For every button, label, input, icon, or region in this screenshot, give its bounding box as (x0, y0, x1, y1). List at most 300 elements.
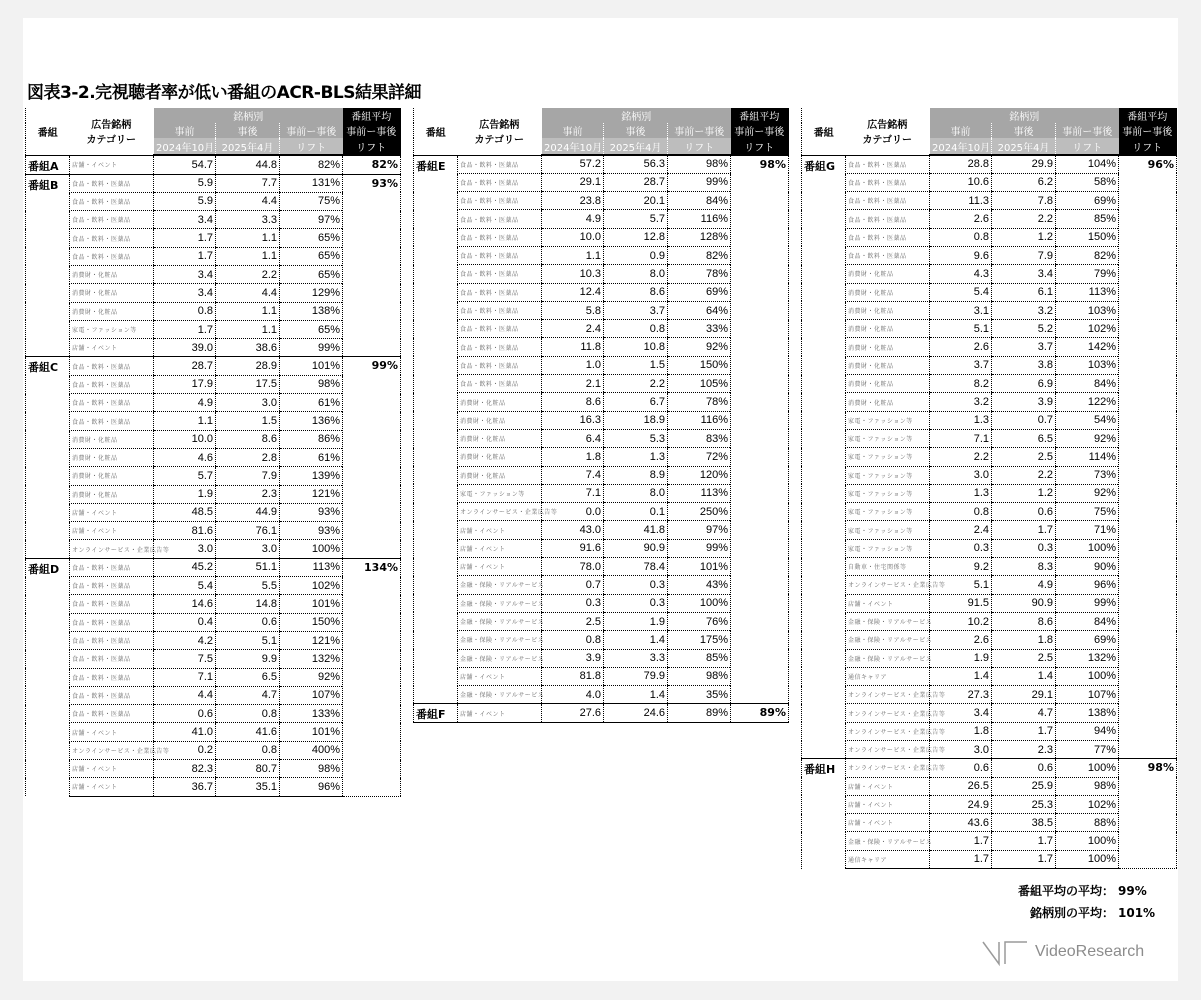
ad-category: 消費財・化粧品 (70, 467, 154, 485)
pre-value: 2.6 (930, 338, 992, 356)
pre-value: 8.6 (542, 393, 604, 411)
pre-value: 10.3 (542, 265, 604, 283)
lift-value: 86% (280, 430, 343, 448)
pre-value: 27.6 (542, 704, 604, 723)
lift-value: 84% (668, 192, 731, 210)
lift-value: 103% (1056, 301, 1119, 319)
ad-category: 食品・飲料・医薬品 (70, 412, 154, 430)
lift-value: 100% (1056, 832, 1119, 850)
lift-value: 120% (668, 466, 731, 484)
post-value: 14.8 (216, 595, 280, 613)
post-value: 1.1 (216, 320, 280, 338)
ad-category: 食品・飲料・医薬品 (846, 210, 930, 228)
header-lift: リフト (668, 138, 731, 155)
post-value: 90.9 (992, 594, 1056, 612)
lift-value: 99% (668, 173, 731, 191)
header-program: 番組 (802, 108, 846, 155)
pre-value: 3.0 (930, 741, 992, 759)
pre-value: 23.8 (542, 192, 604, 210)
ad-category: 食品・飲料・医薬品 (70, 613, 154, 631)
ad-category: 金融・保険・リアルサービス (458, 594, 542, 612)
lift-value: 114% (1056, 448, 1119, 466)
pre-value: 4.9 (542, 210, 604, 228)
pre-value: 3.2 (930, 393, 992, 411)
ad-category: 家電・ファッション等 (846, 466, 930, 484)
post-value: 28.7 (604, 173, 668, 191)
ad-category: オンラインサービス・企業広告等 (846, 576, 930, 594)
pre-value: 29.1 (542, 173, 604, 191)
lift-value: 129% (280, 284, 343, 302)
ad-category: 店舗・イベント (70, 778, 154, 796)
lift-value: 35% (668, 686, 731, 704)
lift-value: 79% (1056, 265, 1119, 283)
pre-value: 3.1 (930, 301, 992, 319)
ad-category: 食品・飲料・医薬品 (70, 247, 154, 265)
lift-value: 84% (1056, 375, 1119, 393)
ad-category: オンラインサービス・企業広告等 (846, 704, 930, 722)
lift-value: 121% (280, 485, 343, 503)
post-value: 90.9 (604, 539, 668, 557)
pre-value: 82.3 (154, 760, 216, 778)
program-name: 番組H (802, 759, 846, 869)
ad-category: 食品・飲料・医薬品 (70, 375, 154, 393)
pre-value: 41.0 (154, 723, 216, 741)
lift-value: 65% (280, 320, 343, 338)
lift-value: 82% (1056, 246, 1119, 264)
lift-value: 113% (1056, 283, 1119, 301)
post-value: 7.8 (992, 192, 1056, 210)
header-pre: 事前 (930, 123, 992, 138)
pre-value: 1.9 (930, 649, 992, 667)
post-value: 51.1 (216, 558, 280, 576)
post-value: 2.2 (216, 265, 280, 283)
lift-value: 83% (668, 429, 731, 447)
pre-value: 11.8 (542, 338, 604, 356)
program-avg-lift: 98% (1119, 759, 1177, 869)
program-avg-lift: 134% (343, 558, 401, 796)
lift-value: 64% (668, 301, 731, 319)
ad-category: 金融・保険・リアルサービス (458, 686, 542, 704)
pre-value: 3.4 (930, 704, 992, 722)
pre-value: 0.3 (542, 594, 604, 612)
post-value: 8.0 (604, 265, 668, 283)
pre-value: 5.1 (930, 320, 992, 338)
header-post: 事後 (992, 123, 1056, 138)
header-pre-post: 事前ー事後 (1056, 123, 1119, 138)
pre-value: 5.1 (930, 576, 992, 594)
ad-category: 消費財・化粧品 (846, 320, 930, 338)
post-value: 2.5 (992, 448, 1056, 466)
post-value: 1.9 (604, 612, 668, 630)
ad-category: 消費財・化粧品 (846, 265, 930, 283)
ad-category: オンラインサービス・企業広告等 (846, 759, 930, 777)
lift-value: 94% (1056, 722, 1119, 740)
header-lift: リフト (1056, 138, 1119, 155)
lift-value: 78% (668, 265, 731, 283)
lift-value: 82% (280, 155, 343, 174)
pre-value: 5.9 (154, 192, 216, 210)
ad-category: 食品・飲料・医薬品 (846, 173, 930, 191)
ad-category: 金融・保険・リアルサービス (846, 631, 930, 649)
pre-value: 3.4 (154, 284, 216, 302)
lift-value: 101% (280, 723, 343, 741)
lift-value: 92% (668, 338, 731, 356)
lift-value: 101% (668, 558, 731, 576)
ad-category: 食品・飲料・医薬品 (70, 595, 154, 613)
pre-value: 1.7 (154, 247, 216, 265)
lift-value: 250% (668, 503, 731, 521)
post-value: 3.0 (216, 394, 280, 412)
program-name: 番組B (26, 174, 70, 357)
pre-value: 1.7 (930, 832, 992, 850)
table-row (26, 357, 401, 375)
post-value: 4.4 (216, 284, 280, 302)
ad-category: 食品・飲料・医薬品 (458, 338, 542, 356)
lift-value: 99% (280, 339, 343, 357)
pre-value: 7.5 (154, 650, 216, 668)
ad-category: 食品・飲料・医薬品 (70, 686, 154, 704)
header-category-line1: 広告銘柄 (867, 120, 908, 132)
ad-category: 食品・飲料・医薬品 (458, 320, 542, 338)
ad-category: 消費財・化粧品 (70, 430, 154, 448)
lift-value: 113% (280, 558, 343, 576)
pre-value: 2.4 (542, 320, 604, 338)
ad-category: 食品・飲料・医薬品 (458, 228, 542, 246)
post-value: 8.9 (604, 466, 668, 484)
post-value: 56.3 (604, 155, 668, 173)
ad-category: オンラインサービス・企業広告等 (846, 686, 930, 704)
pre-value: 0.8 (154, 302, 216, 320)
ad-category: 消費財・化粧品 (458, 466, 542, 484)
program-name: 番組G (802, 155, 846, 759)
ad-category: 食品・飲料・医薬品 (846, 155, 930, 173)
post-value: 41.8 (604, 521, 668, 539)
lift-value: 136% (280, 412, 343, 430)
lift-value: 65% (280, 265, 343, 283)
pre-value: 1.3 (930, 484, 992, 502)
post-value: 1.8 (992, 631, 1056, 649)
lift-value: 104% (1056, 155, 1119, 173)
ad-category: オンラインサービス・企業広告等 (458, 503, 542, 521)
post-value: 0.1 (604, 503, 668, 521)
brand-avg-label: 銘柄別の平均： (1029, 906, 1114, 920)
pre-value: 2.5 (542, 612, 604, 630)
pre-value: 3.7 (930, 356, 992, 374)
pre-value: 39.0 (154, 339, 216, 357)
pre-value: 1.7 (154, 229, 216, 247)
pre-value: 5.4 (930, 283, 992, 301)
ad-category: 食品・飲料・医薬品 (70, 211, 154, 229)
logo-mark-icon (981, 938, 1031, 968)
post-value: 0.3 (604, 594, 668, 612)
lift-value: 43% (668, 576, 731, 594)
lift-value: 101% (280, 357, 343, 375)
ad-category: 店舗・イベント (458, 558, 542, 576)
post-value: 8.6 (604, 283, 668, 301)
table-row (26, 155, 401, 174)
lift-value: 98% (668, 667, 731, 685)
ad-category: 家電・ファッション等 (458, 484, 542, 502)
program-name: 番組E (414, 155, 458, 704)
lift-value: 102% (280, 577, 343, 595)
pre-value: 43.6 (930, 814, 992, 832)
pre-value: 5.7 (154, 467, 216, 485)
lift-value: 61% (280, 448, 343, 466)
post-value: 2.8 (216, 448, 280, 466)
lift-value: 33% (668, 320, 731, 338)
post-value: 2.3 (216, 485, 280, 503)
pre-value: 0.0 (542, 503, 604, 521)
ad-category: オンラインサービス・企業広告等 (846, 741, 930, 759)
ad-category: 家電・ファッション等 (70, 320, 154, 338)
post-value: 0.3 (992, 539, 1056, 557)
ad-category: 店舗・イベント (70, 522, 154, 540)
pre-value: 7.1 (930, 429, 992, 447)
post-value: 1.5 (604, 356, 668, 374)
post-value: 20.1 (604, 192, 668, 210)
ad-category: 金融・保険・リアルサービス (458, 631, 542, 649)
lift-value: 71% (1056, 521, 1119, 539)
lift-value: 100% (1056, 539, 1119, 557)
ad-category: 食品・飲料・医薬品 (458, 375, 542, 393)
header-by-brand: 銘柄別 (542, 108, 731, 123)
ad-category: 食品・飲料・医薬品 (458, 246, 542, 264)
ad-category: 金融・保険・リアルサービス (458, 612, 542, 630)
ad-category: 店舗・イベント (70, 155, 154, 174)
post-value: 38.6 (216, 339, 280, 357)
post-value: 1.4 (992, 667, 1056, 685)
post-value: 3.3 (604, 649, 668, 667)
post-value: 6.9 (992, 375, 1056, 393)
pre-value: 4.9 (154, 394, 216, 412)
post-value: 5.3 (604, 429, 668, 447)
lift-value: 98% (1056, 777, 1119, 795)
lift-value: 150% (668, 356, 731, 374)
lift-value: 100% (1056, 850, 1119, 868)
pre-value: 7.4 (542, 466, 604, 484)
lift-value: 98% (280, 760, 343, 778)
post-value: 0.9 (604, 246, 668, 264)
ad-category: 自動車・住宅関係等 (846, 558, 930, 576)
lift-value: 132% (280, 650, 343, 668)
ad-category: 消費財・化粧品 (458, 411, 542, 429)
pre-value: 3.9 (542, 649, 604, 667)
post-value: 5.5 (216, 577, 280, 595)
pre-value: 10.2 (930, 612, 992, 630)
ad-category: 消費財・化粧品 (846, 375, 930, 393)
pre-value: 17.9 (154, 375, 216, 393)
post-value: 12.8 (604, 228, 668, 246)
post-value: 5.2 (992, 320, 1056, 338)
post-value: 3.9 (992, 393, 1056, 411)
ad-category: 通信キャリア (846, 850, 930, 868)
post-value: 8.0 (604, 484, 668, 502)
header-avg-pre-post: 事前ー事後 (1119, 123, 1177, 138)
pre-value: 57.2 (542, 155, 604, 173)
pre-value: 8.2 (930, 375, 992, 393)
pre-value: 2.1 (542, 375, 604, 393)
post-value: 0.7 (992, 411, 1056, 429)
table-row (414, 155, 789, 173)
pre-value: 1.1 (154, 412, 216, 430)
lift-value: 150% (280, 613, 343, 631)
lift-value: 65% (280, 247, 343, 265)
ad-category: 食品・飲料・医薬品 (458, 356, 542, 374)
header-avg-pre-post: 事前ー事後 (731, 123, 789, 138)
pre-value: 4.6 (154, 448, 216, 466)
lift-value: 65% (280, 229, 343, 247)
pre-value: 11.3 (930, 192, 992, 210)
lift-value: 85% (668, 649, 731, 667)
lift-value: 61% (280, 394, 343, 412)
pre-value: 2.6 (930, 210, 992, 228)
post-value: 1.4 (604, 631, 668, 649)
ad-category: 金融・保険・リアルサービス (458, 576, 542, 594)
lift-value: 96% (1056, 576, 1119, 594)
program-avg-lift: 89% (731, 704, 789, 723)
pre-value: 4.2 (154, 631, 216, 649)
post-value: 3.7 (604, 301, 668, 319)
lift-value: 102% (1056, 795, 1119, 813)
lift-value: 93% (280, 503, 343, 521)
lift-value: 92% (1056, 484, 1119, 502)
ad-category: 食品・飲料・医薬品 (458, 283, 542, 301)
pre-value: 0.7 (542, 576, 604, 594)
ad-category: 金融・保険・リアルサービス (846, 612, 930, 630)
post-value: 28.9 (216, 357, 280, 375)
program-avg-lift: 96% (1119, 155, 1177, 759)
post-value: 24.6 (604, 704, 668, 723)
pre-value: 4.0 (542, 686, 604, 704)
post-value: 8.6 (216, 430, 280, 448)
pre-value: 78.0 (542, 558, 604, 576)
result-table-1 (25, 108, 401, 797)
post-value: 2.2 (992, 466, 1056, 484)
post-value: 2.3 (992, 741, 1056, 759)
ad-category: 金融・保険・リアルサービス (846, 649, 930, 667)
ad-category: 食品・飲料・医薬品 (846, 192, 930, 210)
pre-value: 4.4 (154, 686, 216, 704)
lift-value: 100% (280, 540, 343, 558)
post-value: 41.6 (216, 723, 280, 741)
lift-value: 98% (668, 155, 731, 173)
ad-category: 消費財・化粧品 (70, 265, 154, 283)
program-name: 番組D (26, 558, 70, 796)
ad-category: 食品・飲料・医薬品 (458, 173, 542, 191)
post-value: 44.8 (216, 155, 280, 174)
ad-category: 食品・飲料・医薬品 (70, 577, 154, 595)
pre-value: 0.2 (154, 741, 216, 759)
program-avg-summary (1018, 880, 1154, 902)
post-value: 3.2 (992, 301, 1056, 319)
lift-value: 82% (668, 246, 731, 264)
lift-value: 93% (280, 522, 343, 540)
header-category (458, 108, 542, 155)
pre-value: 0.6 (154, 705, 216, 723)
post-value: 4.7 (992, 704, 1056, 722)
post-value: 7.9 (216, 467, 280, 485)
pre-value: 3.4 (154, 265, 216, 283)
post-value: 5.1 (216, 631, 280, 649)
ad-category: 消費財・化粧品 (846, 356, 930, 374)
lift-value: 73% (1056, 466, 1119, 484)
header-pre-date: 2024年10月 (154, 138, 216, 155)
post-value: 2.2 (604, 375, 668, 393)
header-pre-date: 2024年10月 (930, 138, 992, 155)
ad-category: 店舗・イベント (846, 594, 930, 612)
ad-category: 食品・飲料・医薬品 (846, 246, 930, 264)
lift-value: 78% (668, 393, 731, 411)
post-value: 8.6 (992, 612, 1056, 630)
pre-value: 91.5 (930, 594, 992, 612)
pre-value: 3.0 (154, 540, 216, 558)
lift-value: 100% (668, 594, 731, 612)
pre-value: 81.6 (154, 522, 216, 540)
lift-value: 92% (280, 668, 343, 686)
header-pre-post: 事前ー事後 (668, 123, 731, 138)
lift-value: 107% (280, 686, 343, 704)
lift-value: 92% (1056, 429, 1119, 447)
post-value: 29.1 (992, 686, 1056, 704)
lift-value: 75% (1056, 503, 1119, 521)
header-category (846, 108, 930, 155)
ad-category: 食品・飲料・医薬品 (70, 650, 154, 668)
ad-category: 店舗・イベント (70, 503, 154, 521)
header-avg-lift: リフト (1119, 138, 1177, 155)
ad-category: 食品・飲料・医薬品 (70, 558, 154, 576)
table-row (26, 174, 401, 192)
lift-value: 121% (280, 631, 343, 649)
post-value: 3.8 (992, 356, 1056, 374)
pre-value: 9.2 (930, 558, 992, 576)
ad-category: 食品・飲料・医薬品 (70, 229, 154, 247)
lift-value: 84% (1056, 612, 1119, 630)
ad-category: 食品・飲料・医薬品 (70, 174, 154, 192)
lift-value: 138% (1056, 704, 1119, 722)
pre-value: 5.9 (154, 174, 216, 192)
pre-value: 1.7 (930, 850, 992, 868)
header-lift: リフト (280, 138, 343, 155)
pre-value: 7.1 (542, 484, 604, 502)
post-value: 9.9 (216, 650, 280, 668)
header-program: 番組 (26, 108, 70, 155)
ad-category: 食品・飲料・医薬品 (70, 705, 154, 723)
post-value: 4.9 (992, 576, 1056, 594)
lift-value: 85% (1056, 210, 1119, 228)
pre-value: 36.7 (154, 778, 216, 796)
lift-value: 98% (280, 375, 343, 393)
table-row (802, 155, 1177, 173)
company-logo (981, 938, 1145, 968)
ad-category: 店舗・イベント (70, 723, 154, 741)
ad-category: 食品・飲料・医薬品 (458, 210, 542, 228)
lift-value: 150% (1056, 228, 1119, 246)
pre-value: 28.8 (930, 155, 992, 173)
program-name: 番組F (414, 704, 458, 723)
ad-category: 家電・ファッション等 (846, 429, 930, 447)
ad-category: 消費財・化粧品 (70, 302, 154, 320)
header-by-brand: 銘柄別 (930, 108, 1119, 123)
header-program-avg: 番組平均 (731, 108, 789, 123)
brand-avg-value: 101% (1118, 906, 1156, 920)
pre-value: 1.8 (930, 722, 992, 740)
post-value: 1.5 (216, 412, 280, 430)
lift-value: 88% (1056, 814, 1119, 832)
ad-category: 店舗・イベント (70, 760, 154, 778)
pre-value: 91.6 (542, 539, 604, 557)
result-table-3 (801, 108, 1177, 869)
post-value: 2.5 (992, 649, 1056, 667)
